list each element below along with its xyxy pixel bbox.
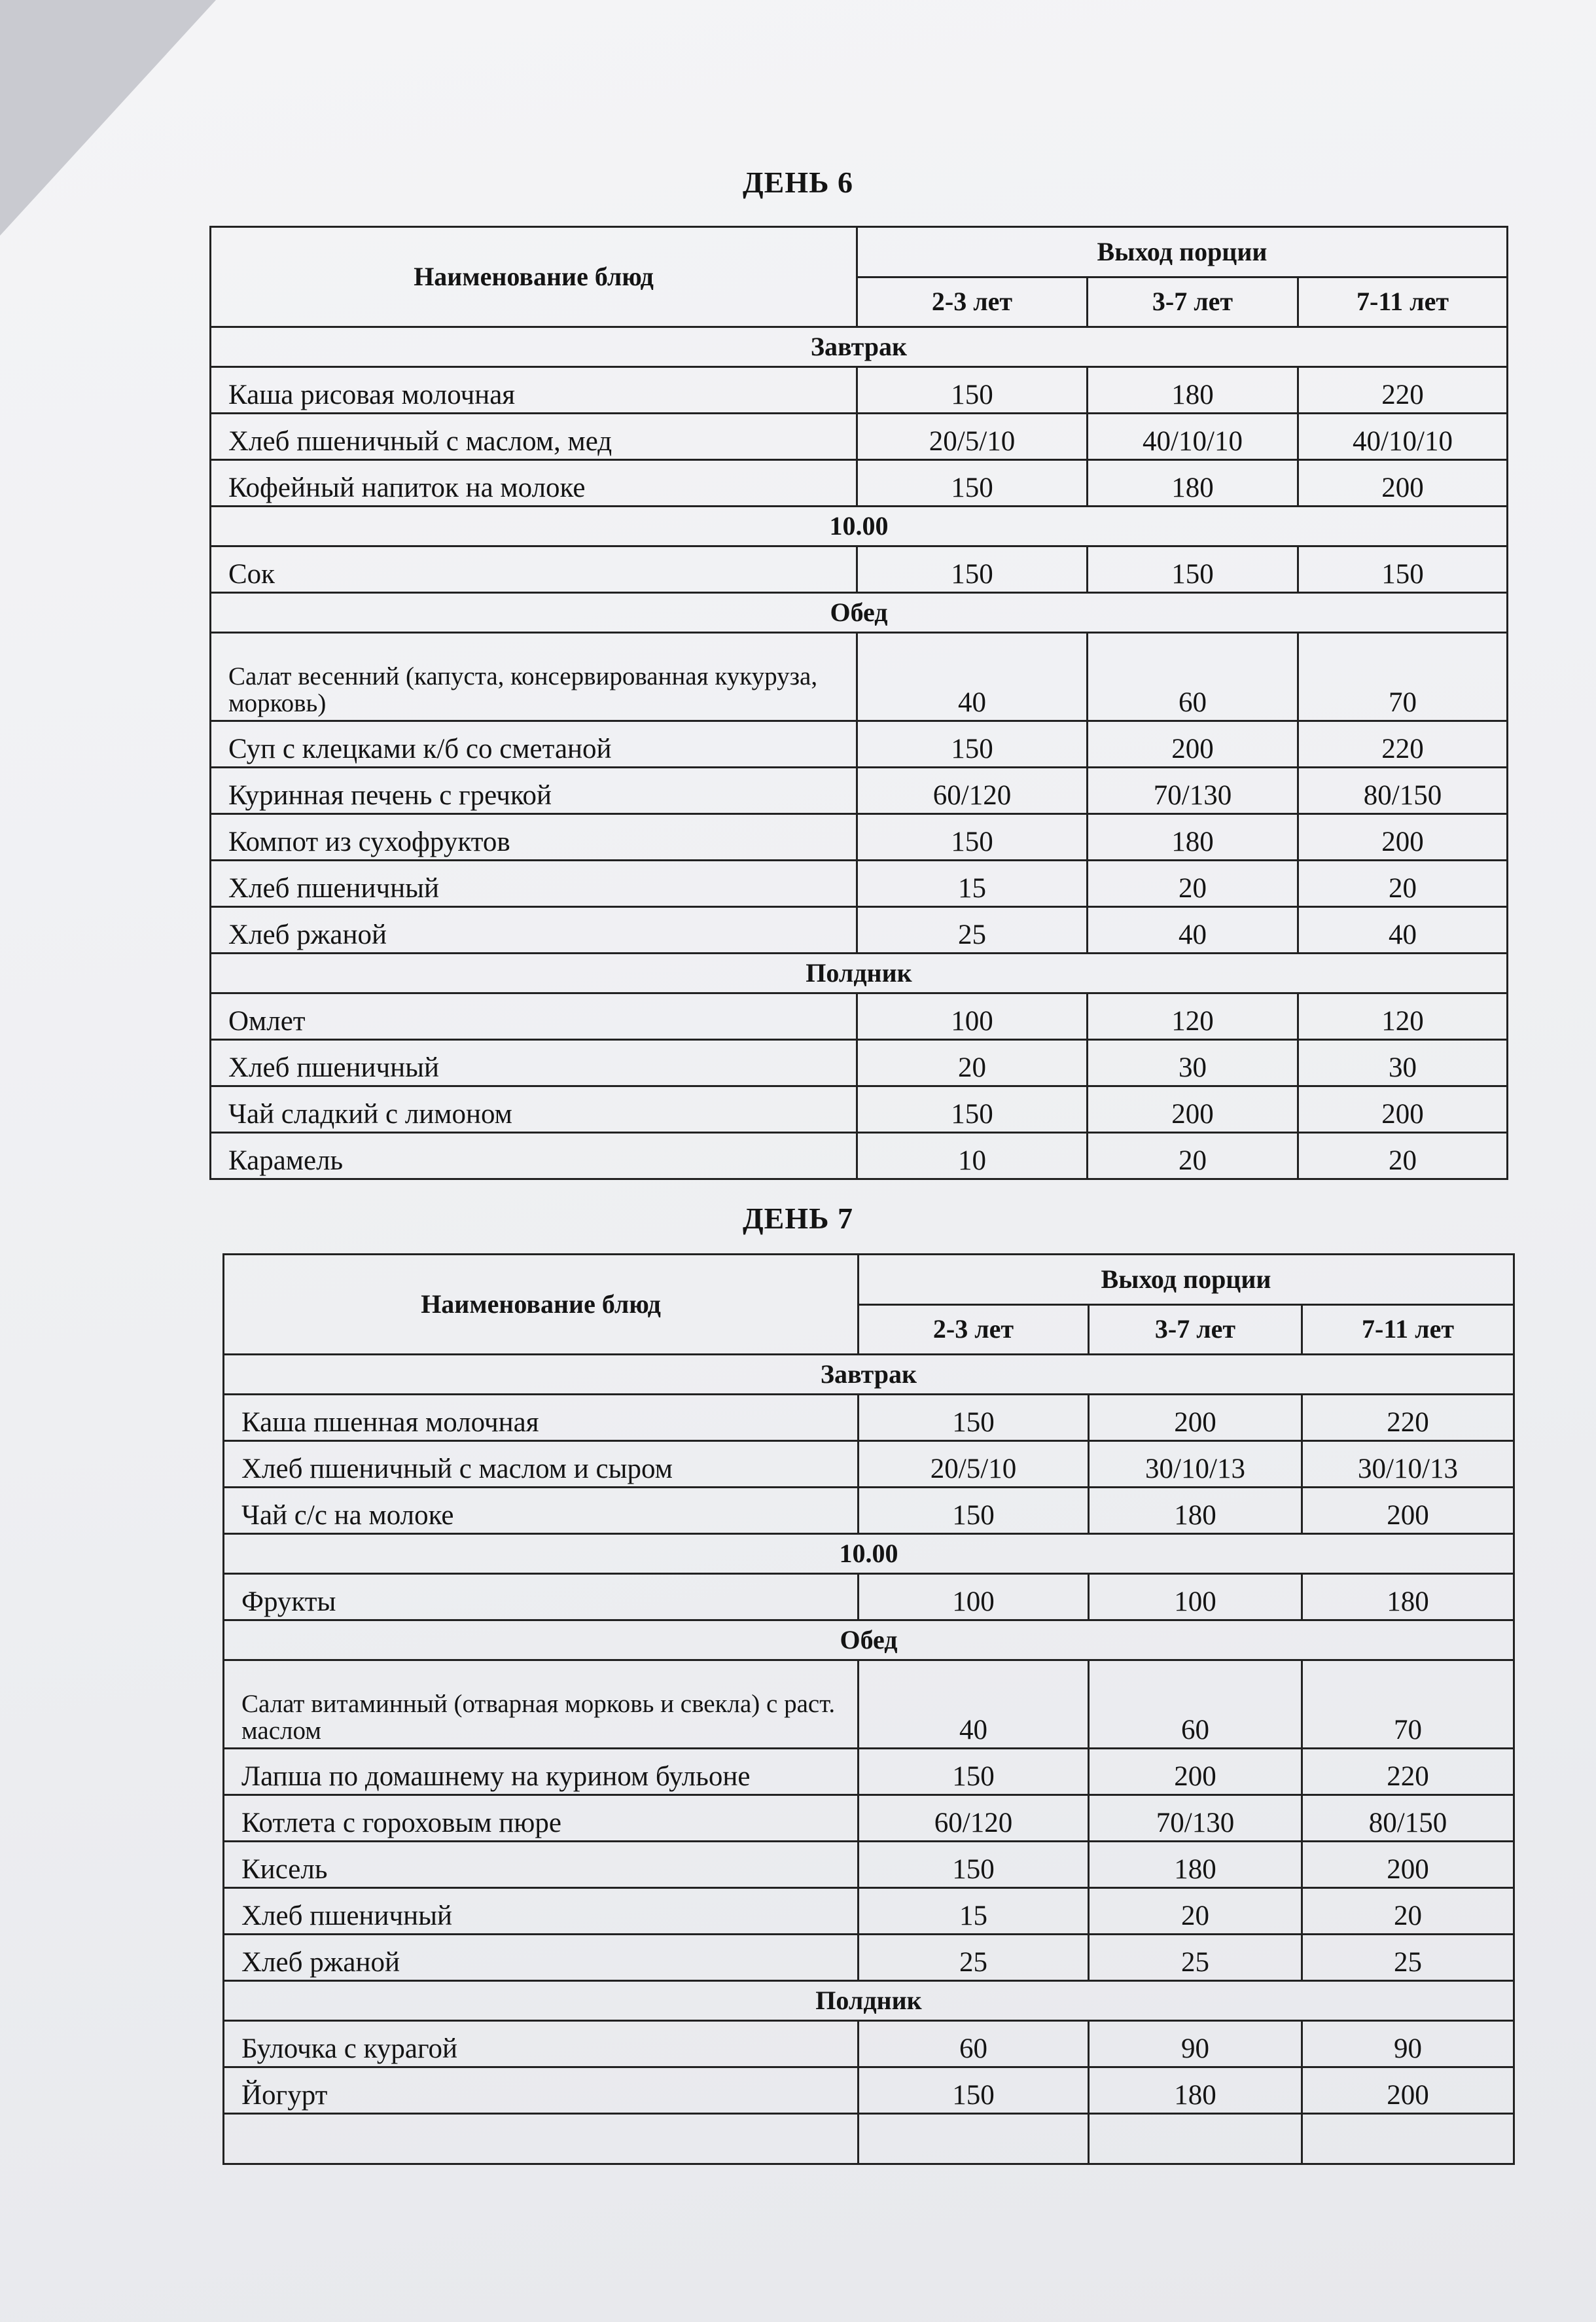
table-row — [211, 546, 1508, 593]
portion-value — [1302, 2114, 1514, 2164]
portion-value: 70/130 — [1089, 1795, 1302, 1842]
portion-value: 150 — [859, 2067, 1089, 2114]
portion-value: 150 — [857, 721, 1088, 768]
portion-value: 120 — [1298, 993, 1508, 1040]
portion-value: 200 — [1302, 1488, 1514, 1534]
portion-value: 60/120 — [857, 768, 1088, 814]
portion-value: 20/5/10 — [859, 1441, 1089, 1488]
table-row — [224, 2067, 1514, 2114]
portion-value: 180 — [1088, 460, 1298, 507]
dish-name: Лапша по домашнему на курином бульоне — [224, 1749, 859, 1795]
table-row — [224, 1795, 1514, 1842]
portion-value: 20/5/10 — [857, 414, 1088, 460]
portion-value: 200 — [1302, 2067, 1514, 2114]
section-row — [224, 1355, 1514, 1395]
table-row — [224, 1574, 1514, 1620]
portion-value: 180 — [1088, 367, 1298, 414]
dish-name: Кофейный напиток на молоке — [211, 460, 857, 507]
portion-value: 180 — [1089, 1842, 1302, 1888]
portion-value: 20 — [1302, 1888, 1514, 1935]
portion-value: 220 — [1298, 367, 1508, 414]
portion-group-header: Выход порции — [857, 227, 1508, 277]
portion-value: 40 — [859, 1660, 1089, 1749]
portion-value: 90 — [1089, 2021, 1302, 2067]
table-row — [211, 907, 1508, 954]
dish-name: Йогурт — [224, 2067, 859, 2114]
portion-value: 20 — [857, 1040, 1088, 1086]
header-row — [224, 1255, 1514, 1305]
dish-name — [224, 2114, 859, 2164]
portion-value: 80/150 — [1298, 768, 1508, 814]
section-title: Полдник — [211, 954, 1508, 993]
portion-value: 150 — [857, 814, 1088, 861]
dish-name-header: Наименование блюд — [224, 1255, 859, 1355]
table-row — [211, 721, 1508, 768]
dish-name: Булочка с курагой — [224, 2021, 859, 2067]
table-row — [224, 1441, 1514, 1488]
table-row — [211, 993, 1508, 1040]
portion-value: 15 — [859, 1888, 1089, 1935]
dish-name: Кисель — [224, 1842, 859, 1888]
portion-value: 150 — [857, 460, 1088, 507]
portion-value: 60/120 — [859, 1795, 1089, 1842]
dish-name-header: Наименование блюд — [211, 227, 857, 327]
dish-name: Каша пшенная молочная — [224, 1395, 859, 1441]
table-row — [211, 861, 1508, 907]
header-row — [211, 227, 1508, 277]
portion-value: 20 — [1088, 1133, 1298, 1179]
dish-name: Хлеб ржаной — [224, 1935, 859, 1981]
dish-name: Фрукты — [224, 1574, 859, 1620]
portion-value: 200 — [1298, 1086, 1508, 1133]
table-row — [224, 1749, 1514, 1795]
portion-value: 180 — [1088, 814, 1298, 861]
age-header: 7-11 лет — [1298, 277, 1508, 327]
dish-name: Хлеб пшеничный с маслом, мед — [211, 414, 857, 460]
day-7-title: ДЕНЬ 7 — [742, 1202, 854, 1235]
table-row — [224, 2021, 1514, 2067]
dish-name: Котлета с гороховым пюре — [224, 1795, 859, 1842]
portion-value: 30/10/13 — [1302, 1441, 1514, 1488]
portion-value: 150 — [857, 546, 1088, 593]
section-row — [224, 1534, 1514, 1574]
section-row — [211, 593, 1508, 633]
portion-value: 30 — [1088, 1040, 1298, 1086]
portion-value: 150 — [1088, 546, 1298, 593]
section-title: 10.00 — [211, 507, 1508, 546]
portion-value: 80/150 — [1302, 1795, 1514, 1842]
table-row — [224, 1660, 1514, 1749]
dish-name: Хлеб пшеничный с маслом и сыром — [224, 1441, 859, 1488]
portion-value: 70 — [1302, 1660, 1514, 1749]
portion-value: 220 — [1298, 721, 1508, 768]
portion-value: 150 — [1298, 546, 1508, 593]
dish-name: Компот из сухофруктов — [211, 814, 857, 861]
table-row — [211, 633, 1508, 721]
portion-value: 150 — [857, 1086, 1088, 1133]
portion-value: 30/10/13 — [1089, 1441, 1302, 1488]
section-title: 10.00 — [224, 1534, 1514, 1574]
table-row — [224, 1395, 1514, 1441]
portion-value: 200 — [1089, 1395, 1302, 1441]
portion-value: 40 — [1088, 907, 1298, 954]
dish-name: Чай с/с на молоке — [224, 1488, 859, 1534]
dish-name: Суп с клецками к/б со сметаной — [211, 721, 857, 768]
portion-value: 200 — [1298, 814, 1508, 861]
folded-corner — [0, 0, 216, 236]
dish-name: Каша рисовая молочная — [211, 367, 857, 414]
portion-value: 70 — [1298, 633, 1508, 721]
table-row — [224, 1488, 1514, 1534]
dish-name: Хлеб пшеничный — [211, 861, 857, 907]
table-row — [211, 1133, 1508, 1179]
portion-value: 180 — [1089, 1488, 1302, 1534]
section-row — [224, 1620, 1514, 1660]
age-header: 2-3 лет — [859, 1304, 1089, 1355]
table-row — [211, 768, 1508, 814]
portion-value: 150 — [859, 1842, 1089, 1888]
age-header: 2-3 лет — [857, 277, 1088, 327]
portion-value: 60 — [859, 2021, 1089, 2067]
portion-value: 25 — [1302, 1935, 1514, 1981]
table-row — [211, 367, 1508, 414]
table-row — [211, 460, 1508, 507]
age-header: 7-11 лет — [1302, 1304, 1514, 1355]
section-row — [224, 1981, 1514, 2021]
portion-value: 25 — [859, 1935, 1089, 1981]
table-row — [211, 1086, 1508, 1133]
portion-value: 120 — [1088, 993, 1298, 1040]
portion-value: 40/10/10 — [1298, 414, 1508, 460]
portion-value: 220 — [1302, 1749, 1514, 1795]
section-row — [211, 954, 1508, 993]
portion-value: 20 — [1298, 861, 1508, 907]
portion-group-header: Выход порции — [859, 1255, 1514, 1305]
day-6-title: ДЕНЬ 6 — [742, 166, 854, 199]
dish-name: Хлеб пшеничный — [211, 1040, 857, 1086]
portion-value: 100 — [1089, 1574, 1302, 1620]
portion-value: 220 — [1302, 1395, 1514, 1441]
table-row — [224, 1935, 1514, 1981]
portion-value: 200 — [1088, 721, 1298, 768]
age-header: 3-7 лет — [1089, 1304, 1302, 1355]
age-header: 3-7 лет — [1088, 277, 1298, 327]
portion-value: 200 — [1088, 1086, 1298, 1133]
portion-value: 180 — [1089, 2067, 1302, 2114]
portion-value: 100 — [857, 993, 1088, 1040]
portion-value: 150 — [857, 367, 1088, 414]
dish-name: Карамель — [211, 1133, 857, 1179]
dish-name: Хлеб пшеничный — [224, 1888, 859, 1935]
portion-value: 25 — [1089, 1935, 1302, 1981]
portion-value: 60 — [1088, 633, 1298, 721]
portion-value: 150 — [859, 1749, 1089, 1795]
portion-value: 40/10/10 — [1088, 414, 1298, 460]
portion-value: 15 — [857, 861, 1088, 907]
section-title: Обед — [211, 593, 1508, 633]
dish-name: Чай сладкий с лимоном — [211, 1086, 857, 1133]
portion-value — [1089, 2114, 1302, 2164]
portion-value: 180 — [1302, 1574, 1514, 1620]
portion-value: 150 — [859, 1488, 1089, 1534]
portion-value: 70/130 — [1088, 768, 1298, 814]
day-7-menu-table — [222, 1253, 1515, 2165]
table-row — [211, 1040, 1508, 1086]
portion-value: 200 — [1089, 1749, 1302, 1795]
dish-name: Сок — [211, 546, 857, 593]
portion-value: 150 — [859, 1395, 1089, 1441]
section-title: Обед — [224, 1620, 1514, 1660]
portion-value — [859, 2114, 1089, 2164]
portion-value: 40 — [1298, 907, 1508, 954]
section-row — [211, 507, 1508, 546]
dish-name: Хлеб ржаной — [211, 907, 857, 954]
table-row — [211, 814, 1508, 861]
table-row — [224, 2114, 1514, 2164]
portion-value: 25 — [857, 907, 1088, 954]
portion-value: 20 — [1089, 1888, 1302, 1935]
portion-value: 40 — [857, 633, 1088, 721]
portion-value: 200 — [1302, 1842, 1514, 1888]
section-title: Полдник — [224, 1981, 1514, 2021]
portion-value: 90 — [1302, 2021, 1514, 2067]
section-title: Завтрак — [211, 327, 1508, 367]
table-row — [224, 1888, 1514, 1935]
portion-value: 20 — [1088, 861, 1298, 907]
dish-name: Салат весенний (капуста, консервированная кукуруза, морковь) — [211, 633, 857, 721]
section-title: Завтрак — [224, 1355, 1514, 1395]
day-6-menu-table — [209, 226, 1508, 1180]
table-row — [211, 414, 1508, 460]
portion-value: 30 — [1298, 1040, 1508, 1086]
portion-value: 200 — [1298, 460, 1508, 507]
portion-value: 10 — [857, 1133, 1088, 1179]
dish-name: Салат витаминный (отварная морковь и свекла) с раст. маслом — [224, 1660, 859, 1749]
portion-value: 100 — [859, 1574, 1089, 1620]
dish-name: Омлет — [211, 993, 857, 1040]
dish-name: Куринная печень с гречкой — [211, 768, 857, 814]
portion-value: 60 — [1089, 1660, 1302, 1749]
section-row — [211, 327, 1508, 367]
portion-value: 20 — [1298, 1133, 1508, 1179]
table-row — [224, 1842, 1514, 1888]
